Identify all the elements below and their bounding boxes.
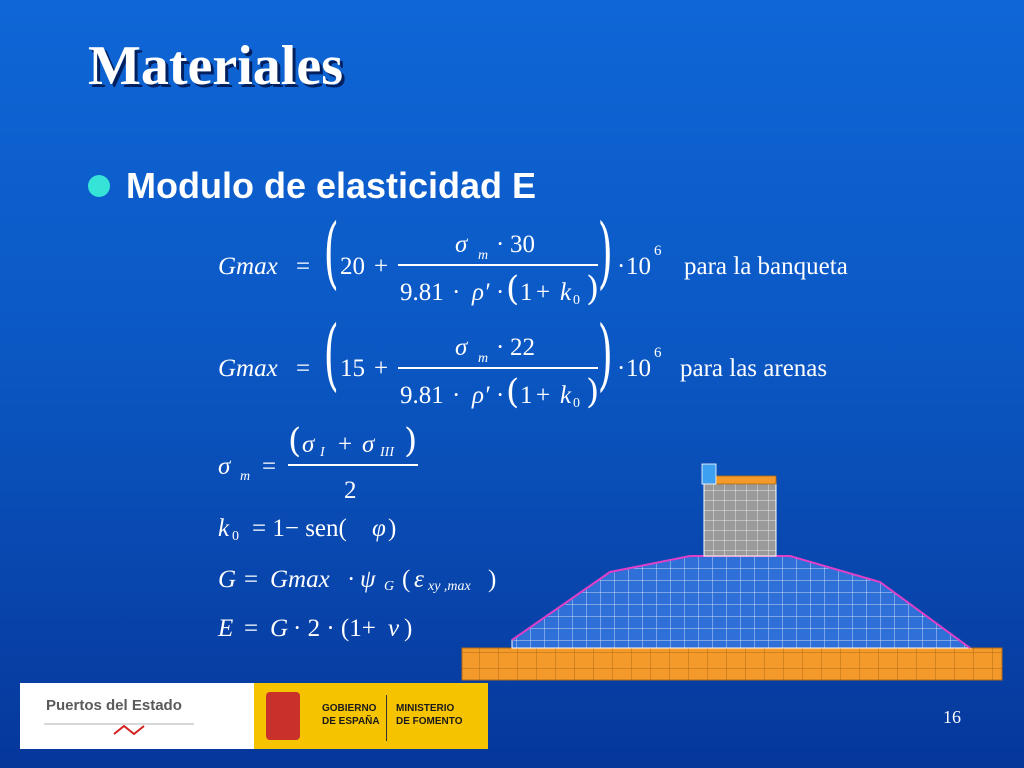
eq3-den: 2 bbox=[344, 477, 357, 504]
bullet-item bbox=[88, 165, 536, 207]
eq5-g: G bbox=[218, 566, 237, 593]
eq1-num-val: 30 bbox=[510, 231, 535, 258]
eq2-den-dot: · bbox=[452, 382, 461, 409]
eq2-factor: 10 bbox=[626, 355, 651, 382]
eq1-open-paren-icon: ( bbox=[323, 208, 339, 298]
eq4-k: k bbox=[218, 515, 230, 542]
eq1-den-k-sub: 0 bbox=[573, 293, 580, 308]
eq1-factor-exp: 6 bbox=[654, 243, 662, 259]
eq4-rest: = 1− sen( bbox=[252, 515, 347, 542]
eq3-fraction-bar bbox=[288, 464, 418, 466]
eq2-den-open-paren-icon: ( bbox=[506, 372, 520, 412]
eq6-nu: ν bbox=[388, 615, 400, 642]
eq1-den-k: k bbox=[560, 279, 572, 306]
eq5-open: ( bbox=[402, 566, 411, 593]
eq2-equals: = bbox=[296, 355, 311, 382]
eq5-close: ) bbox=[488, 566, 497, 593]
eq2-close-paren-icon: ) bbox=[597, 310, 613, 400]
eq1-den-close-paren-icon: ) bbox=[586, 269, 600, 309]
eq1-label: para la banqueta bbox=[684, 253, 848, 280]
eq3-close-paren-icon: ) bbox=[404, 421, 418, 461]
puertos-logo-swoosh-icon bbox=[44, 722, 224, 736]
eq2-fraction-bar bbox=[398, 367, 598, 369]
eq3-num-sub2: III bbox=[380, 445, 394, 460]
eq6-e: E bbox=[218, 615, 234, 642]
eq4-k-sub: 0 bbox=[232, 529, 239, 544]
eq1-num-dot: · bbox=[496, 231, 505, 258]
eq1-num-sigma: σ bbox=[455, 231, 468, 258]
eq1-den-a: 9.81 bbox=[400, 279, 444, 306]
fem-mesh-figure bbox=[460, 460, 1004, 682]
bullet-icon bbox=[88, 175, 110, 197]
eq5-psi-sub: G bbox=[384, 579, 395, 594]
eq2-num-sigma: σ bbox=[455, 334, 468, 361]
eq5-psi: ψ bbox=[360, 566, 376, 593]
eq1-plus: + bbox=[374, 253, 389, 280]
eq2-label: para las arenas bbox=[680, 355, 828, 382]
bullet-text: Modulo de elasticidad E bbox=[126, 165, 537, 206]
eq1-close-paren-icon: ) bbox=[597, 208, 613, 298]
caisson-parapet bbox=[702, 464, 716, 484]
eq2-num-dot: · bbox=[496, 334, 505, 361]
eq6-equals: = bbox=[244, 615, 259, 642]
eq5-eps: ε bbox=[414, 566, 424, 593]
eq5-gmax: Gmax bbox=[270, 566, 330, 593]
eq5-equals: = bbox=[244, 566, 259, 593]
coat-of-arms-icon bbox=[266, 692, 300, 740]
eq1-den-dot: · bbox=[452, 279, 461, 306]
eq5-eps-sub: xy ,max bbox=[428, 579, 471, 594]
caisson-body bbox=[704, 482, 776, 556]
eq3-num-plus: + bbox=[338, 431, 353, 458]
eq1-num-sub: m bbox=[478, 248, 489, 263]
eq2-den-k-sub: 0 bbox=[573, 396, 580, 411]
eq2-const: 15 bbox=[340, 355, 365, 382]
eq3-open-paren-icon: ( bbox=[288, 421, 302, 461]
eq3-num-sub1: I bbox=[320, 445, 325, 460]
slide-title: Materiales bbox=[88, 35, 343, 97]
ministerio-line1: MINISTERIO bbox=[396, 703, 455, 714]
eq1-equals: = bbox=[296, 253, 311, 280]
eq3-num-sigma1: σ bbox=[302, 431, 315, 458]
gobierno-line1: GOBIERNO bbox=[322, 703, 377, 714]
eq2-plus: + bbox=[374, 355, 389, 382]
logo-divider bbox=[386, 695, 387, 741]
rubble-mound bbox=[512, 556, 970, 648]
eq1-den-open-paren-icon: ( bbox=[506, 269, 520, 309]
gobierno-line2: DE ESPAÑA bbox=[322, 716, 380, 727]
eq1-den-rho: ρ′ bbox=[472, 279, 490, 306]
eq1-factor-dot: · bbox=[617, 253, 626, 280]
puertos-logo-text: Puertos del Estado bbox=[46, 697, 182, 714]
puertos-logo bbox=[20, 683, 254, 749]
eq1-factor: 10 bbox=[626, 253, 651, 280]
slide-number: 16 bbox=[943, 707, 961, 727]
eq6-g: G bbox=[270, 615, 289, 642]
eq6-close: ) bbox=[404, 615, 413, 642]
eq2-lhs: Gmax bbox=[218, 355, 278, 382]
eq6-rest: · 2 · (1+ bbox=[293, 615, 376, 642]
eq2-open-paren-icon: ( bbox=[323, 310, 339, 400]
foundation-layer bbox=[462, 648, 1002, 680]
eq2-num-val: 22 bbox=[510, 334, 535, 361]
eq1-fraction-bar bbox=[398, 264, 598, 266]
eq2-den-rho: ρ′ bbox=[472, 382, 490, 409]
eq2-den-a: 9.81 bbox=[400, 382, 444, 409]
eq2-den-k: k bbox=[560, 382, 572, 409]
eq3-equals: = bbox=[262, 453, 277, 480]
caisson-crown bbox=[716, 476, 776, 484]
eq2-den-plus: + bbox=[536, 382, 551, 409]
eq3-num-sigma2: σ bbox=[362, 431, 375, 458]
eq5-dot: · bbox=[347, 566, 356, 593]
ministerio-line2: DE FOMENTO bbox=[396, 716, 463, 727]
eq3-lhs-sigma: σ bbox=[218, 453, 231, 480]
eq2-num-sub: m bbox=[478, 351, 489, 366]
eq2-den-dot2: · bbox=[496, 382, 505, 409]
eq1-den-plus: + bbox=[536, 279, 551, 306]
eq1-lhs: Gmax bbox=[218, 253, 278, 280]
eq4-phi: φ bbox=[372, 515, 386, 542]
eq1-den-one: 1 bbox=[520, 279, 533, 306]
eq4-close: ) bbox=[388, 515, 397, 542]
eq2-den-close-paren-icon: ) bbox=[586, 372, 600, 412]
eq2-factor-exp: 6 bbox=[654, 345, 662, 361]
eq1-den-dot2: · bbox=[496, 279, 505, 306]
eq2-den-one: 1 bbox=[520, 382, 533, 409]
eq1-const: 20 bbox=[340, 253, 365, 280]
eq2-factor-dot: · bbox=[617, 355, 626, 382]
eq3-lhs-sub: m bbox=[240, 469, 251, 484]
